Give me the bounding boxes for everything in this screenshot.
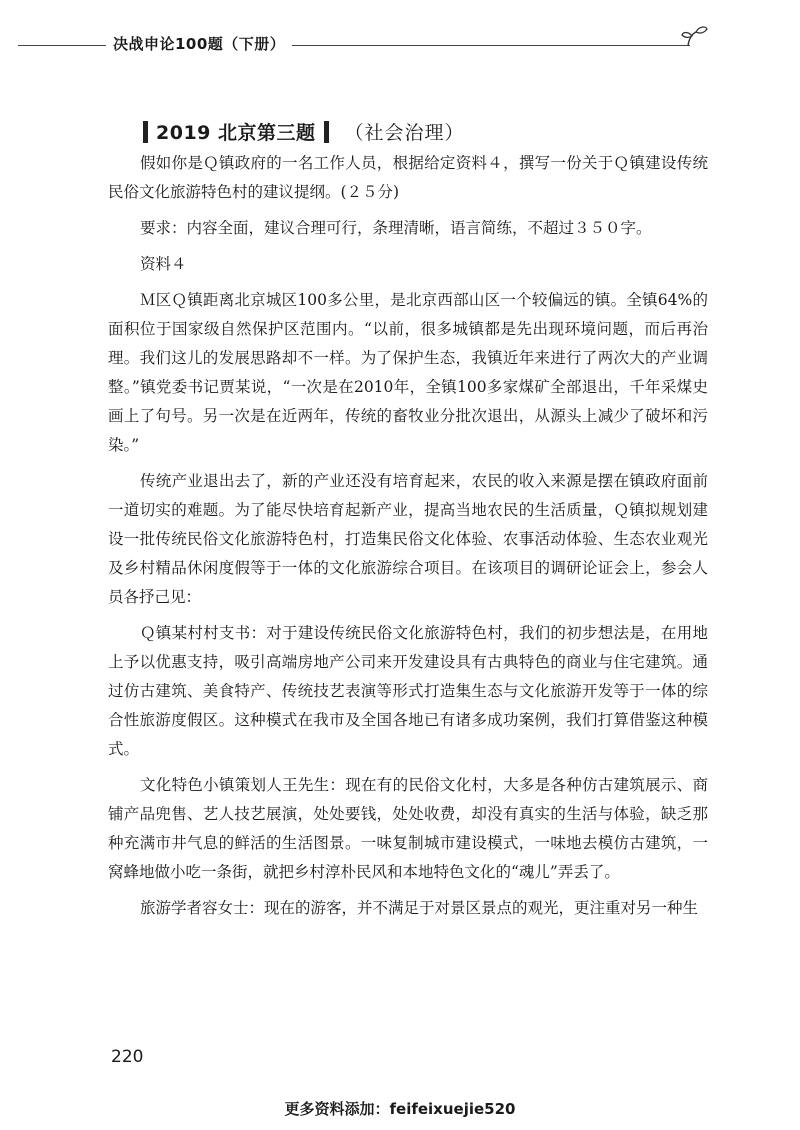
footer-note: 更多资料添加：feifeixuejie520 <box>284 1100 516 1118</box>
page-number: 220 <box>111 1047 144 1067</box>
material-label: 资料４ <box>140 255 187 273</box>
page-body <box>108 148 708 923</box>
requirement-text: 要求：内容全面，建议合理可行，条理清晰，语言简练，不超过３５０字。 <box>140 219 652 237</box>
section-heading <box>143 118 465 145</box>
material-paragraph: Ｍ区Ｑ镇距离北京城区100多公里，是北京西部山区一个较偏远的镇。全镇64%的面积位于国家级自然保护区范围内。“以前，很多城镇都是先出现环境问题，而后再治理。我们这儿的发展思路却不一样。为了保护生态，我镇近年来进行了两次大的产业调整。”镇党委书记贾某说，“一次是在2010年，全镇100多家煤矿全部退出，千年采煤史画上了句号。另一次是在近两年，传统的畜牧业分批次退出，从源头上减少了破坏和污染。” <box>108 291 708 454</box>
material-paragraph: 传统产业退出去了，新的产业还没有培育起来，农民的收入来源是摆在镇政府面前一道切实的难题。为了能尽快培育起新产业，提高当地农民的生活质量，Ｑ镇拟规划建设一批传统民俗文化旅游特色村，打造集民俗文化体验、农事活动体验、生态农业观光及乡村精品休闲度假等于一体的文化旅游综合项目。在该项目的调研论证会上，参会人员各抒己见： <box>108 472 708 606</box>
material-paragraph: 旅游学者容女士：现在的游客，并不满足于对景区景点的观光，更注重对另一种生 <box>140 899 699 917</box>
heading-bar-left <box>143 121 148 143</box>
header-rule-right <box>292 45 690 46</box>
header-rule-left <box>18 45 106 46</box>
material-paragraph: 文化特色小镇策划人王先生：现在有的民俗文化村，大多是各种仿古建筑展示、商铺产品兜售、艺人技艺展演，处处要钱，处处收费，却没有真实的生活与体验，缺乏那种充满市井气息的鲜活的生活图景。一味复制城市建设模式，一味地去模仿古建筑，一窝蜂地做小吃一条街，就把乡村淳朴民风和本地特色文化的“魂儿”弄丢了。 <box>108 776 708 881</box>
section-title: 2019 北京第三题 <box>156 122 316 144</box>
running-header-title: 决战申论100题（下册） <box>113 35 286 53</box>
question-text: 假如你是Ｑ镇政府的一名工作人员，根据给定资料４，撰写一份关于Ｑ镇建设传统民俗文化旅游特色村的建议提纲。(２５分) <box>108 154 708 201</box>
sprout-icon <box>680 24 710 50</box>
section-tag: （社会治理） <box>344 122 465 144</box>
material-paragraph: Ｑ镇某村村支书：对于建设传统民俗文化旅游特色村，我们的初步想法是，在用地上予以优惠支持，吸引高端房地产公司来开发建设具有古典特色的商业与住宅建筑。通过仿古建筑、美食特产、传统技艺表演等形式打造集生态与文化旅游开发等于一体的综合性旅游度假区。这种模式在我市及全国各地已有诸多成功案例，我们打算借鉴这种模式。 <box>108 624 708 758</box>
heading-bar-right <box>324 121 329 143</box>
